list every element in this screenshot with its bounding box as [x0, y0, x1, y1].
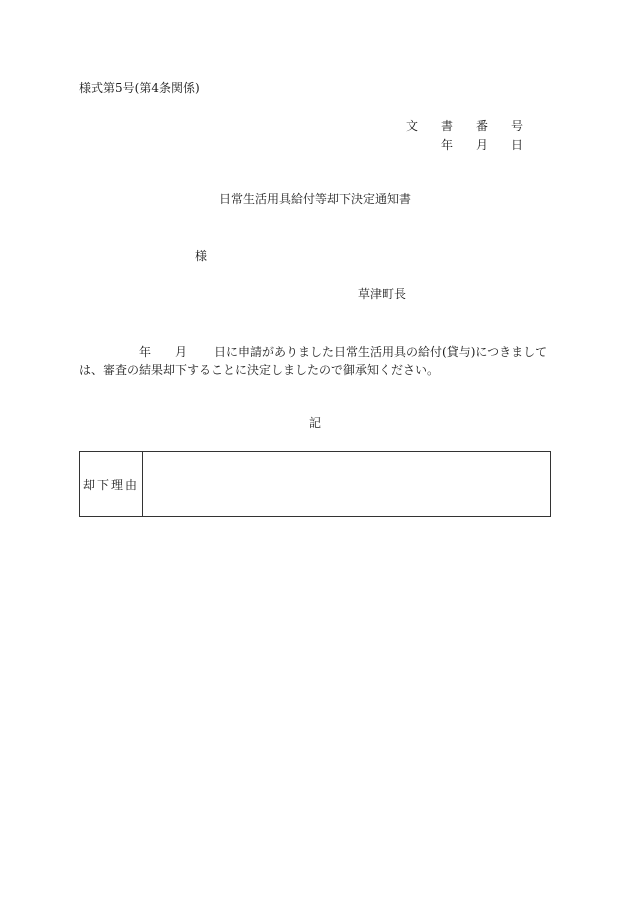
issue-date-label	[440, 139, 524, 151]
body-line-2: は、審査の結果却下することに決定しましたので御承知ください。	[79, 363, 440, 377]
document-number-char: 番	[475, 119, 488, 133]
form-number: 様式第5号(第4条関係)	[79, 81, 200, 95]
date-year-char: 年	[440, 138, 453, 152]
document-number-char: 号	[510, 119, 523, 133]
rejection-reason-field[interactable]	[143, 452, 550, 516]
recipient-honorific: 様	[195, 249, 208, 263]
body-year-char: 年	[139, 345, 152, 359]
date-month-char: 月	[475, 138, 488, 152]
document-number-char: 書	[440, 119, 453, 133]
document-title: 日常生活用具給付等却下決定通知書	[218, 192, 411, 206]
issuer-name: 草津町長	[358, 287, 407, 301]
document-number-label	[405, 120, 524, 132]
body-line-1	[79, 343, 554, 361]
date-day-char: 日	[510, 138, 523, 152]
body-paragraph	[79, 343, 554, 379]
document-number-char: 文	[405, 119, 418, 133]
note-heading: 記	[308, 416, 321, 430]
body-line-1-text: 日に申請がありました日常生活用具の給付(貸与)につきまして	[214, 345, 548, 359]
rejection-reason-label: 却下理由	[80, 452, 143, 516]
body-month-char: 月	[175, 345, 188, 359]
rejection-reason-table	[79, 451, 551, 517]
